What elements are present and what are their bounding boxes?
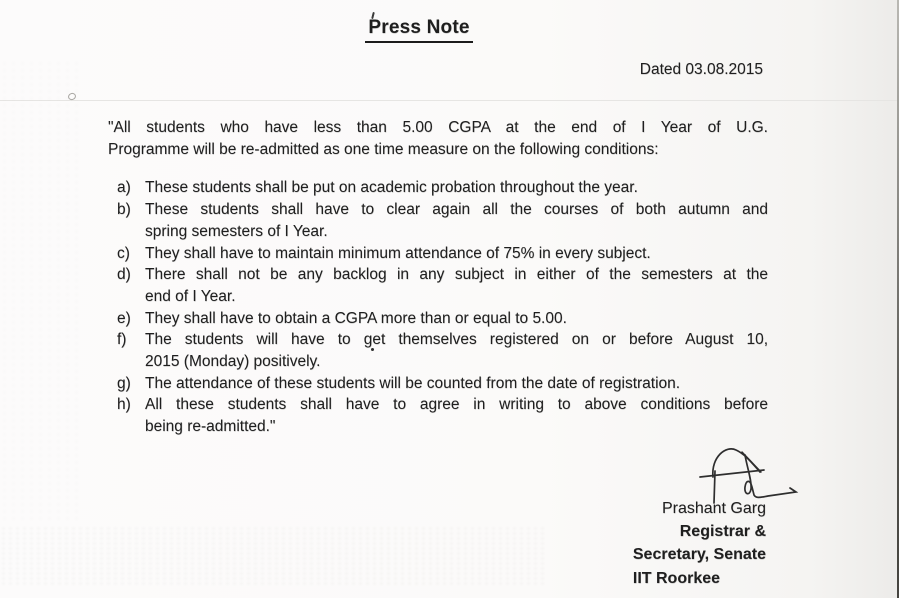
signatory-role-line: Secretary, Senate [632,546,766,564]
condition-text: They shall have to maintain minimum attendance of 75% in every subject. [145,244,651,262]
header [0,17,838,43]
condition-text: The attendance of these students will be counted from the date of registration. [145,374,681,392]
condition-text: 2015 (Monday) positively. [145,353,321,371]
condition-text: spring semesters of I Year. [145,222,328,240]
signature-block [633,497,766,590]
page-title: Press Note [365,17,472,43]
condition-text: All these students shall have to agree in writing to above conditions before [145,396,768,414]
condition-item-e [108,308,768,330]
condition-text: These students shall be put on academic probation throughout the year. [145,179,638,197]
condition-item-d [108,264,768,307]
scan-noise-bottom-left [0,526,545,586]
scan-line-artifact [0,100,899,101]
condition-text: end of I Year. [145,287,236,305]
signatory-name: Prashant Garg [661,500,766,517]
condition-item-c [108,243,768,265]
signatory-role-line: Registrar & [679,523,766,541]
condition-text: They shall have to obtain a CGPA more than or equal to 5.00. [145,309,567,327]
intro-line: Programme will be re-admitted as one time measure on the following conditions: [108,140,659,158]
condition-text: The students will have to get themselves registered on or before August 10, [145,331,768,349]
condition-label: h) [117,396,131,414]
condition-item-f [108,329,768,372]
condition-label: f) [117,331,127,349]
scan-noise-left-margin [0,60,80,520]
condition-text: There shall not be any backlog in any subject in either of the semesters at the [145,266,768,284]
condition-text: being re-admitted." [145,418,276,436]
condition-label: d) [117,266,131,284]
condition-item-g [108,373,768,395]
signatory-role-line: IIT Roorkee [632,569,721,587]
condition-item-b [108,199,768,242]
condition-label: e) [117,309,131,327]
condition-label: g) [117,374,131,392]
condition-item-a [108,177,768,199]
signature-scribble [690,441,805,505]
condition-item-h [108,394,768,437]
condition-label: b) [117,201,131,219]
condition-label: c) [117,244,130,262]
conditions-list [108,177,768,437]
intro-line: "All students who have less than 5.00 CGPA at the end of I Year of U.G. [108,119,768,136]
condition-text: These students shall have to clear again all the courses of both autumn and [145,201,768,219]
condition-label: a) [117,179,131,197]
intro-paragraph [108,117,768,160]
date-line: Dated 03.08.2015 [639,61,763,78]
document-body [108,117,768,438]
